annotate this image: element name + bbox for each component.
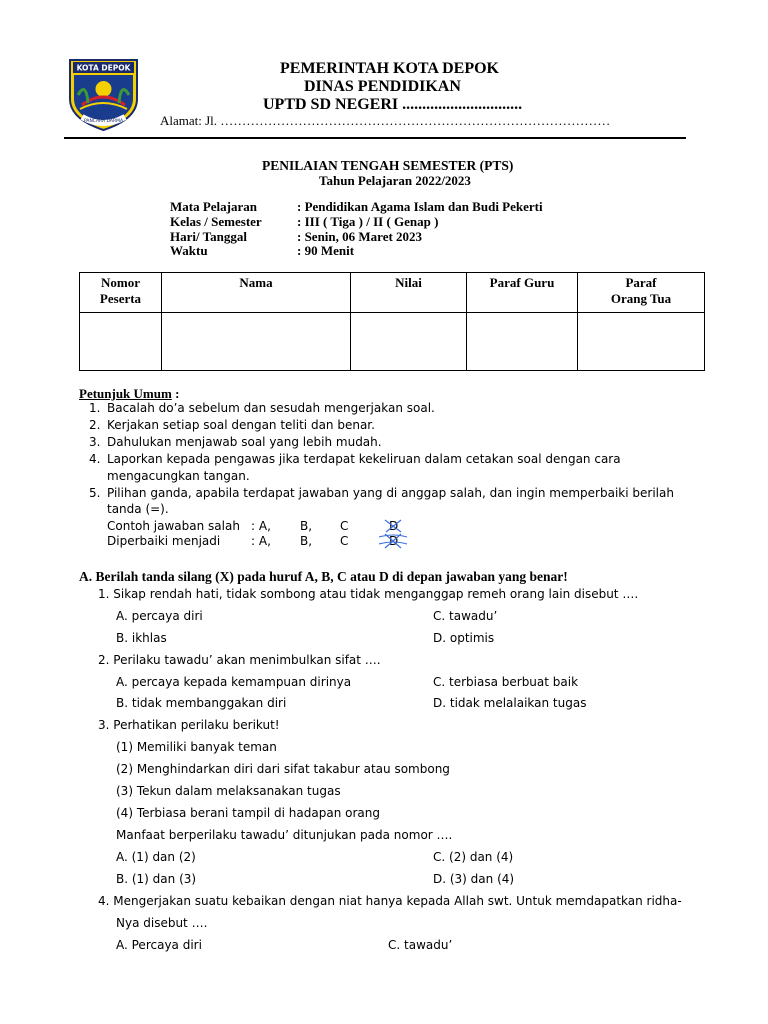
header-rule	[64, 137, 686, 139]
cross-and-equal-mark-icon	[375, 528, 411, 557]
example-fixed-opt-c: C	[340, 534, 349, 548]
logo-motto-text: PANCARA DARMA	[83, 119, 124, 124]
q1-option-a[interactable]: A. percaya diri	[116, 609, 203, 623]
header-line-1: PEMERINTAH KOTA DEPOK	[280, 60, 499, 77]
instruction-num-3: 3.	[89, 435, 101, 449]
instruction-5: Pilihan ganda, apabila terdapat jawaban yang di anggap salah, dan ingin memperbaiki berilah	[107, 486, 674, 500]
instruction-3: Dahulukan menjawab soal yang lebih mudah.	[107, 435, 382, 449]
q2-option-c[interactable]: C. terbiasa berbuat baik	[433, 675, 579, 689]
instruction-num-1: 1.	[89, 401, 101, 415]
th-nilai: Nilai	[351, 273, 467, 313]
instruction-num-2: 2.	[89, 418, 101, 432]
q2-option-b[interactable]: B. tidak membanggakan diri	[116, 696, 287, 710]
cell-paraf-guru[interactable]	[467, 313, 578, 371]
header-line-2: DINAS PENDIDIKAN	[304, 78, 461, 95]
q1-option-d[interactable]: D. optimis	[433, 631, 495, 645]
header-line-3: UPTD SD NEGERI ..............................	[263, 96, 523, 113]
instructions-title: Petunjuk Umum	[79, 386, 172, 401]
q2-option-d[interactable]: D. tidak melalaikan tugas	[433, 696, 587, 710]
example-wrong-opt-d: D	[389, 519, 399, 533]
field-label-time: Waktu	[170, 243, 208, 258]
q3-item-1: (1) Memiliki banyak teman	[116, 740, 277, 754]
example-wrong-opt-c: C	[340, 519, 349, 533]
instructions-colon: :	[171, 386, 180, 401]
field-value-class: : III ( Tiga ) / II ( Genap )	[297, 214, 439, 229]
exam-title: PENILAIAN TENGAH SEMESTER (PTS)	[262, 158, 514, 173]
student-info-table	[79, 272, 705, 371]
instruction-2: Kerjakan setiap soal dengan teliti dan benar.	[107, 418, 375, 432]
field-value-subject: : Pendidikan Agama Islam dan Budi Pekerti	[297, 199, 543, 214]
q2-option-a[interactable]: A. percaya kepada kemampuan dirinya	[116, 675, 352, 689]
q3-item-3: (3) Tekun dalam melaksanakan tugas	[116, 784, 341, 798]
instructions-heading	[79, 386, 179, 402]
instruction-5-cont: tanda (=).	[107, 502, 169, 516]
q1-option-c[interactable]: C. tawadu’	[433, 609, 498, 623]
q4-option-a[interactable]: A. Percaya diri	[116, 938, 202, 952]
kota-depok-logo	[68, 59, 139, 131]
example-fixed-opt-b: B,	[300, 534, 313, 548]
header-address: Alamat: Jl. ………………………………………………………………………………	[160, 113, 611, 128]
cell-nilai[interactable]	[351, 313, 467, 371]
q1-option-b[interactable]: B. ikhlas	[116, 631, 167, 645]
q3-option-b[interactable]: B. (1) dan (3)	[116, 872, 197, 886]
instruction-1: Bacalah do’a sebelum dan sesudah mengerjakan soal.	[107, 401, 435, 415]
example-fixed-opt-a: : A,	[251, 534, 271, 548]
q4-text-line-2: Nya disebut ….	[116, 916, 208, 930]
th-paraf-guru: Paraf Guru	[467, 273, 578, 313]
q3-item-2: (2) Menghindarkan diri dari sifat takabur atau sombong	[116, 762, 450, 776]
field-label-date: Hari/ Tanggal	[170, 229, 247, 244]
example-wrong-opt-b: B,	[300, 519, 313, 533]
example-wrong-opt-a: : A,	[251, 519, 271, 533]
q3-option-a[interactable]: A. (1) dan (2)	[116, 850, 196, 864]
q3-option-d[interactable]: D. (3) dan (4)	[433, 872, 515, 886]
q3-text: 3. Perhatikan perilaku berikut!	[98, 718, 280, 732]
example-fixed-opt-d: D	[389, 534, 399, 548]
q2-text: 2. Perilaku tawadu’ akan menimbulkan sifat ….	[98, 653, 381, 667]
exam-year: Tahun Pelajaran 2022/2023	[319, 173, 471, 188]
q3-item-4: (4) Terbiasa berani tampil di hadapan orang	[116, 806, 380, 820]
example-fixed-label: Diperbaiki menjadi	[107, 534, 221, 548]
instruction-num-5: 5.	[89, 486, 101, 500]
section-a-title: A. Berilah tanda silang (X) pada huruf A, B, C atau D di depan jawaban yang benar!	[79, 569, 568, 584]
th-paraf-orang-tua: Paraf Orang Tua	[578, 273, 705, 313]
instruction-4-cont: mengacungkan tangan.	[107, 469, 250, 483]
instruction-4: Laporkan kepada pengawas jika terdapat kekeliruan dalam cetakan soal dengan cara	[107, 452, 621, 466]
cell-nomor-peserta[interactable]	[80, 313, 162, 371]
example-wrong-label: Contoh jawaban salah	[107, 519, 240, 533]
q1-text: 1. Sikap rendah hati, tidak sombong atau tidak menganggap remeh orang lain disebut ….	[98, 587, 639, 601]
field-value-time: : 90 Menit	[297, 243, 355, 258]
q4-text-line-1: 4. Mengerjakan suatu kebaikan dengan niat hanya kepada Allah swt. Untuk memdapatkan ridha-	[98, 894, 682, 908]
cell-nama[interactable]	[162, 313, 351, 371]
field-value-date: : Senin, 06 Maret 2023	[297, 229, 423, 244]
field-label-subject: Mata Pelajaran	[170, 199, 258, 214]
q4-option-c[interactable]: C. tawadu’	[388, 938, 453, 952]
q3-option-c[interactable]: C. (2) dan (4)	[433, 850, 514, 864]
instruction-num-4: 4.	[89, 452, 101, 466]
cell-paraf-orang-tua[interactable]	[578, 313, 705, 371]
field-label-class: Kelas / Semester	[170, 214, 262, 229]
q3-prompt: Manfaat berperilaku tawadu’ ditunjukan pada nomor ….	[116, 828, 453, 842]
th-nama: Nama	[162, 273, 351, 313]
th-nomor-peserta: Nomor Peserta	[80, 273, 162, 313]
logo-city-text: KOTA DEPOK	[76, 63, 131, 73]
